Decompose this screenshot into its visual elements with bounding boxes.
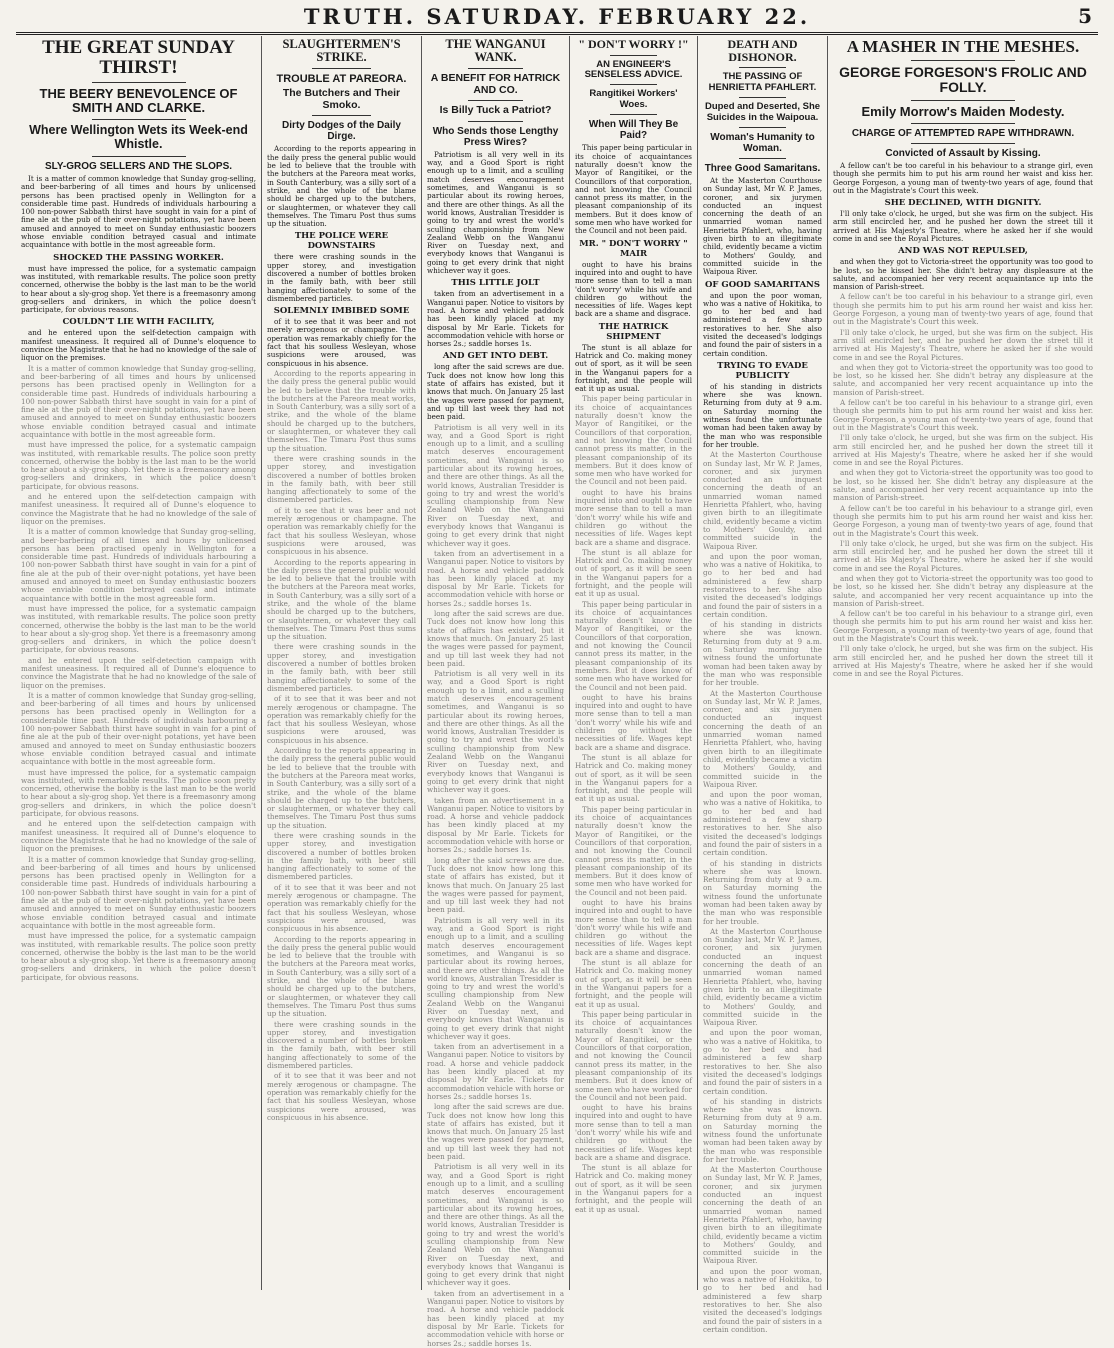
divider <box>468 68 523 69</box>
column-slaughtermens-strike <box>262 36 422 1290</box>
deck: AN ENGINEER'S SENSELESS ADVICE. <box>584 58 683 81</box>
divider <box>312 115 372 116</box>
paragraph: This paper being particular in its choice of acquaintances naturally doesn't know the Mayor of Rangitikei, or the Councillors of that corporation, and not knowing the Council cannot press its matter, in the pleasant companionship of its members. But it does know of some men who have worked for the Council and not been paid. <box>575 143 692 236</box>
paragraph: A fellow can't be too careful in his behaviour to a strange girl, even though she permits him to put his arm round her waist and kiss her. George Forgeson, a young man of twenty-two years of age, found that out in the Magistrate's Court this week. <box>833 160 1093 195</box>
filler-text: It is a matter of common knowledge that Sunday grog-selling, and beer-barbering of all times and hours by unlicensed persons has been practised openly in Wellington for a considerable time past. Hundreds of individuals harbouring a 100 non-power Sabbath thirst have sought in vain for a pint of fine ale at the pub of their over-night potations, yet have been amused and annoyed to meet on Sunday enthusiastic boozers whose enviable condition betrayed casual and intimate acquaintance with bottle in the most agreeable form. <box>21 527 256 603</box>
filler-text: taken from an advertisement in a Wanganui paper. Notice to visitors by road. A horse and vehicle paddock has been kindly placed at my disposal by Mr Earle. Tickets for accommodation vehicle with horse or horses 2s.; saddle horses 1s. <box>427 795 564 855</box>
subhead: THE POLICE WERE DOWNSTAIRS <box>294 231 389 252</box>
filler-text: According to the reports appearing in the daily press the general public would be led to believe that the trouble with the butchers at the Pareora meat works, in South Canterbury, was a silly sort of a strike, and the whole of the blame should be charged up to the butchers, or slaughtermen, or whatever they call themselves. The Timaru Post thus sums up the situation. <box>267 934 416 1019</box>
filler-text: must have impressed the police, for a systematic campaign was instituted, with remarkable results. The police soon pretty concerned, otherwise the bobby is the last man to be the world to hear about a sly-grog shop. Yet there is a freemasonry among grog-sellers and drinkers, in which the police doesn't participate, for obvious reasons. <box>21 603 256 655</box>
divider <box>610 55 657 56</box>
subhead: AND WAS NOT REPULSED, <box>898 246 1028 257</box>
paragraph: I'll only take o'clock, he urged, but she was firm on the subject. His arm still encircled her, and he pushed her down the street till it arrived at His Majesty's Theatre, where he asked her if she would come in and see the Royal Pictures. <box>833 209 1093 243</box>
filler-text: and upon the poor woman, who was a native of Hokitika, to go to her bed and had administered a few sharp restoratives to her. She also visited the deceased's lodgings and found the pair of sisters in a certain condition. <box>703 790 822 858</box>
subhead: SLY-GROG SELLERS AND THE SLOPS. <box>44 160 233 172</box>
filler-text: and when they got to Victoria-street the opportunity was too good to be lost, so he kissed her. She didn't betray any displeasure at the salute, and accompanied her very recent acquaintance up into the mansion of Parish-street. <box>833 362 1093 397</box>
filler-text: long after the said screws are due. Tuck does not know how long this state of affairs has existed, but it knows that much. On January 25 last the wages were passed for payment, and up till last week they had not been paid. <box>427 609 564 668</box>
filler-text: According to the reports appearing in the daily press the general public would be led to believe that the trouble with the butchers at the Pareora meat works, in South Canterbury, was a silly sort of a strike, and the whole of the blame should be charged up to the butchers, or slaughtermen, or whatever they call themselves. The Timaru Post thus sums up the situation. <box>267 557 416 642</box>
divider <box>739 158 787 159</box>
filler-text: It is a matter of common knowledge that Sunday grog-selling, and beer-barbering of all times and hours by unlicensed persons has been practised openly in Wellington for a considerable time past. Hundreds of individuals harbouring a 100 non-power Sabbath thirst have sought in vain for a pint of fine ale at the pub of their over-night potations, yet have been amused and annoyed to meet on Sunday enthusiastic boozers whose enviable condition betrayed casual and intimate acquaintance with bottle in the most agreeable form. <box>21 854 256 930</box>
filler-text: there were crashing sounds in the upper storey, and investigation discovered a number of bottles broken in the family bath, with beer still hanging affectionately to some of the dismembered particles. <box>267 453 416 505</box>
paragraph: there were crashing sounds in the upper storey, and investigation discovered a number of bottles broken in the family bath, with beer still hanging affectionately to some of the dismembered particles. <box>267 252 416 303</box>
subhead: SHOCKED THE PASSING WORKER. <box>53 252 224 263</box>
filler-text: must have impressed the police, for a systematic campaign was instituted, with remarkable results. The police soon pretty concerned, otherwise the bobby is the last man to be the world to hear about a sly-grog shop. Yet there is a freemasonry among grog-sellers and drinkers, in which the police doesn't participate, for obvious reasons. <box>21 931 256 982</box>
paragraph: ought to have his brains inquired into and ought to have more sense than to tell a man 'don't worry' while his wife and children go without the necessities of life. Wages kept back are a shame and disgrace. <box>575 259 692 319</box>
filler-text: taken from an advertisement in a Wanganui paper. Notice to visitors by road. A horse and vehicle paddock has been kindly placed at my disposal by Mr Earle. Tickets for accommodation vehicle with horse or horses 2s.; saddle horses 1s. <box>427 1042 564 1101</box>
paragraph: The stunt is all ablaze for Hatrick and Co. making money out of sport, as it will be seen in the Wanganui papers for a fortnight, and the people will eat it up as usual. <box>575 342 692 394</box>
divider <box>739 67 787 68</box>
paragraph: and he entered upon the self-detection campaign with manifest uneasiness. It required all of Dunne's eloquence to convince the Magistrate that he had no knowledge of the sale of liquor on the premises. <box>21 328 256 363</box>
subhead: OF GOOD SAMARITANS <box>705 279 820 290</box>
filler-text: This paper being particular in its choice of acquaintances naturally doesn't know the Mayor of Rangitikei, or the Councillors of that corporation, and not knowing the Council cannot press its matter, in the pleasant companionship of its members. But it does know of some men who have worked for the Council and not been paid. <box>575 1009 692 1102</box>
column-death-and-dishonor <box>698 36 828 1334</box>
filler-text: According to the reports appearing in the daily press the general public would be led to believe that the trouble with the butchers at the Pareora meat works, in South Canterbury, was a silly sort of a strike, and the whole of the blame should be charged up to the butchers, or slaughtermen, or whatever they call themselves. The Timaru Post thus sums up the situation. <box>267 368 416 453</box>
subdeck: Rangitikei Workers' Woes. <box>589 88 678 110</box>
filler-text: long after the said screws are due. Tuck does not know how long this state of affairs has existed, but it knows that much. On January 25 last the wages were passed for payment, and up till last week they had not been paid. <box>427 855 564 915</box>
column-masher-in-the-meshes <box>828 36 1098 1290</box>
divider <box>92 119 186 120</box>
deck: TROUBLE AT PAREORA. <box>276 73 407 86</box>
filler-text: A fellow can't be too careful in his behaviour to a strange girl, even though she permits him to put his arm round her waist and kiss her. George Forgeson, a young man of twenty-two years of age, found that out in the Magistrate's Court this week. <box>833 398 1093 432</box>
divider <box>739 97 787 98</box>
filler-text: A fellow can't be too careful in his behaviour to a strange girl, even though she permits him to put his arm round her waist and kiss her. George Forgeson, a young man of twenty-two years of age, found that out in the Magistrate's Court this week. <box>833 609 1093 644</box>
filler-text: According to the reports appearing in the daily press the general public would be led to believe that the trouble with the butchers at the Pareora meat works, in South Canterbury, was a silly sort of a strike, and the whole of the blame should be charged up to the butchers, or slaughtermen, or whatever they call themselves. The Timaru Post thus sums up the situation. <box>267 746 416 830</box>
divider <box>911 100 1015 101</box>
subhead: Three Good Samaritans. <box>704 162 821 174</box>
paragraph: It is a matter of common knowledge that Sunday grog-selling, and beer-barbering of all times and hours by unlicensed persons has been practised openly in Wellington for a considerable time past. Hundreds of individuals harbouring a 100 non-power Sabbath thirst have sought in vain for a pint of fine ale at the pub of their over-night potations, yet have been amused and annoyed to meet on Sunday enthusiastic boozers whose enviable condition betrayed casual and intimate acquaintance with bottle in the most agreeable form. <box>21 173 256 250</box>
filler-text: I'll only take o'clock, he urged, but she was firm on the subject. His arm still encircled her, and he pushed her down the street till it arrived at His Majesty's Theatre, where he asked her if she would come in and see the Royal Pictures. <box>833 538 1093 573</box>
divider <box>610 114 657 115</box>
filler-text: At the Masterton Courthouse on Sunday last, Mr W. P. James, coroner, and six jurymen conducted an inquest concerning the death of an unmarried woman named Henrietta Pfahlert, who, having given birth to an illegitimate child, evidently became a victim to Mothers' Gouldy, and committed suicide in the Waipoua River. <box>703 688 822 789</box>
filler-text: The stunt is all ablaze for Hatrick and Co. making money out of sport, as it will be seen in the Wanganui papers for a fortnight, and the people will eat it up as usual. <box>575 958 692 1009</box>
filler-text: ought to have his brains inquired into and ought to have more sense than to tell a man 'don't worry' while his wife and children go without the necessities of life. Wages kept back are a shame and disgrace. <box>575 1103 692 1162</box>
filler-text: of his standing in districts where she was known. Returning from duty at 9 a.m. on Saturday morning the witness found the unfortunate woman had been taken away by the man who was responsible for her trouble. <box>703 620 822 688</box>
filler-text: Patriotism is all very well in its way, and a Good Sport is right enough up to a limit, and a sculling match deserves encouragement sometimes, and Wanganui is so particular about its rowing heroes, and there are other things. As all the world knows, Australian Tresidder is going to try and wrest the world's sculling championship from New Zealand Webb on the Wanganui River on Tuesday next, and everybody knows that Wanganui is going to get every drink that night whichever way it goes. <box>427 915 564 1041</box>
filler-text: At the Masterton Courthouse on Sunday last, Mr W. P. James, coroner, and six jurymen conducted an inquest concerning the death of an unmarried woman named Henrietta Pfahlert, who, having given birth to an illegitimate child, evidently became a victim to Mothers' Gouldy, and committed suicide in the Waipoua River. <box>703 450 822 551</box>
subhead: Woman's Humanity to Woman. <box>710 131 815 154</box>
filler-text: A fellow can't be too careful in his behaviour to a strange girl, even though she permits him to put his arm round her waist and kiss her. George Forgeson, a young man of twenty-two years of age, found that out in the Magistrate's Court this week. <box>833 292 1093 327</box>
filler-text: and he entered upon the self-detection campaign with manifest uneasiness. It required all of Dunne's eloquence to convince the Magistrate that he had no knowledge of the sale of liquor on the premises. <box>21 655 256 690</box>
subhead: THE HATRICK SHIPMENT <box>598 321 669 342</box>
subhead: AND GET INTO DEBT. <box>442 351 549 362</box>
filler-text: long after the said screws are due. Tuck does not know how long this state of affairs has existed, but it knows that much. On January 25 last the wages were passed for payment, and up till last week they had not been paid. <box>427 1102 564 1162</box>
filler-text: of his standing in districts where she was known. Returning from duty at 9 a.m. on Saturday morning the witness found the unfortunate woman had been taken away by the man who was responsible for her trouble. <box>703 1096 822 1164</box>
subhead: THIS LITTLE JOLT <box>451 278 540 289</box>
filler-text: Patriotism is all very well in its way, and a Good Sport is right enough up to a limit, and a sculling match deserves encouragement sometimes, and Wanganui is so particular about its rowing heroes, and there are other things. As all the world knows, Australian Tresidder is going to try and wrest the world's sculling championship from New Zealand Webb on the Wanganui River on Tuesday next, and everybody knows that Wanganui is going to get every drink that night whichever way it goes. <box>427 669 564 795</box>
subhead: SOLEMNLY IMBIBED SOME <box>273 306 410 317</box>
headline: SLAUGHTERMEN'S STRIKE. <box>282 37 401 65</box>
divider <box>739 127 787 128</box>
filler-text: This paper being particular in its choice of acquaintances naturally doesn't know the Mayor of Rangitikei, or the Councillors of that corporation, and not knowing the Council cannot press its matter, in the pleasant companionship of its members. But it does know of some men who have worked for the Council and not been paid. <box>575 804 692 897</box>
paragraph: must have impressed the police, for a systematic campaign was instituted, with remarkable results. The police soon pretty concerned, otherwise the bobby is the last man to be the world to hear about a sly-grog shop. Yet there is a freemasonry among grog-sellers and drinkers, in which the police doesn't participate, for obvious reasons. <box>21 263 256 315</box>
filler-text: Patriotism is all very well in its way, and a Good Sport is right enough up to a limit, and a sculling match deserves encouragement sometimes, and Wanganui is so particular about its rowing heroes, and there are other things. As all the world knows, Australian Tresidder is going to try and wrest the world's sculling championship from New Zealand Webb on the Wanganui River on Tuesday next, and everybody knows that Wanganui is going to get every drink that night whichever way it goes. <box>427 1162 564 1288</box>
subdeck: Duped and Deserted, She Suicides in the Waipoua. <box>704 101 821 123</box>
column-wanganui-wank <box>422 36 570 1348</box>
headline: " DON'T WORRY !" <box>578 37 689 51</box>
filler-text: and when they got to Victoria-street the opportunity was too good to be lost, so he kissed her. She didn't betray any displeasure at the salute, and accompanied her very recent acquaintance up into the mansion of Parish-street. <box>833 573 1093 608</box>
divider <box>468 100 523 101</box>
masthead <box>16 2 1098 35</box>
filler-text: The stunt is all ablaze for Hatrick and Co. making money out of sport, as it will be seen in the Wanganui papers for a fortnight, and the people will eat it up as usual. <box>575 1163 692 1214</box>
filler-text: and upon the poor woman, who was a native of Hokitika, to go to her bed and had administered a few sharp restoratives to her. She also visited the deceased's lodgings and found the pair of sisters in a certain condition. <box>703 1028 822 1096</box>
filler-text: there were crashing sounds in the upper storey, and investigation discovered a number of bottles broken in the family bath, with beer still hanging affectionately to some of the dismembered particles. <box>267 642 416 693</box>
filler-text: A fellow can't be too careful in his behaviour to a strange girl, even though she permits him to put his arm round her waist and kiss her. George Forgeson, a young man of twenty-two years of age, found that out in the Magistrate's Court this week. <box>833 503 1093 538</box>
paragraph: At the Masterton Courthouse on Sunday last, Mr W. P. James, coroner, and six jurymen conducted an inquest concerning the death of an unmarried woman named Henrietta Pfahlert, who, having given birth to an illegitimate child, evidently became a victim to Mothers' Gouldy, and committed suicide in the Waipoua River. <box>703 175 822 277</box>
page-number: 5 <box>1078 4 1092 28</box>
paragraph: taken from an advertisement in a Wanganui paper. Notice to visitors by road. A horse and vehicle paddock has been kindly placed at my disposal by Mr Earle. Tickets for accommodation vehicle with horse or horses 2s.; saddle horses 1s. <box>427 289 564 349</box>
filler-text: and when they got to Victoria-street the opportunity was too good to be lost, so he kissed her. She didn't betray any displeasure at the salute, and accompanied her very recent acquaintance up into the mansion of Parish-street. <box>833 468 1093 503</box>
filler-text: At the Masterton Courthouse on Sunday last, Mr W. P. James, coroner, and six jurymen conducted an inquest concerning the death of an unmarried woman named Henrietta Pfahlert, who, having given birth to an illegitimate child, evidently became a victim to Mothers' Gouldy, and committed suicide in the Waipoua River. <box>703 926 822 1028</box>
divider <box>911 143 1015 144</box>
subhead: COULDN'T LIE WITH FACILITY, <box>62 317 215 328</box>
subhead: TRYING TO EVADE PUBLICITY <box>717 360 808 381</box>
filler-text: taken from an advertisement in a Wanganui paper. Notice to visitors by road. A horse and vehicle paddock has been kindly placed at my disposal by Mr Earle. Tickets for accommodation vehicle with horse or horses 2s.; saddle horses 1s. <box>427 1288 564 1348</box>
subdeck: The Butchers and Their Smoko. <box>282 87 401 111</box>
divider <box>911 123 1015 124</box>
filler-text: of it to see that it was beer and not merely ærogenous or champagne. The operation was remarkably chiefly for the fact that his soulless Wesleyan, whose suspicions were aroused, was conspicuous in his absence. <box>267 694 416 745</box>
filler-text: must have impressed the police, for a systematic campaign was instituted, with remarkable results. The police soon pretty concerned, otherwise the bobby is the last man to be the world to hear about a sly-grog shop. Yet there is a freemasonry among grog-sellers and drinkers, in which the police doesn't participate, for obvious reasons. <box>21 440 256 491</box>
subdeck: Is Billy Tuck a Patriot? <box>439 104 552 117</box>
filler-text: This paper being particular in its choice of acquaintances naturally doesn't know the Mayor of Rangitikei, or the Councillors of that corporation, and not knowing the Council cannot press its matter, in the pleasant companionship of its members. But it does know of some men who have worked for the Council and not been paid. <box>575 394 692 487</box>
filler-text: and he entered upon the self-detection campaign with manifest uneasiness. It required all of Dunne's eloquence to convince the Magistrate that he had no knowledge of the sale of liquor on the premises. <box>21 492 256 526</box>
filler-text: must have impressed the police, for a systematic campaign was instituted, with remarkable results. The police soon pretty concerned, otherwise the bobby is the last man to be the world to hear about a sly-grog shop. Yet there is a freemasonry among grog-sellers and drinkers, in which the police doesn't participate, for obvious reasons. <box>21 767 256 819</box>
divider <box>92 82 186 83</box>
filler-text: ought to have his brains inquired into and ought to have more sense than to tell a man 'don't worry' while his wife and children go without the necessities of life. Wages kept back are a shame and disgrace. <box>575 897 692 957</box>
filler-text: and he entered upon the self-detection campaign with manifest uneasiness. It required all of Dunne's eloquence to convince the Magistrate that he had no knowledge of the sale of liquor on the premises. <box>21 819 256 854</box>
filler-text: there were crashing sounds in the upper storey, and investigation discovered a number of bottles broken in the family bath, with beer still hanging affectionately to some of the dismembered particles. <box>267 1019 416 1071</box>
subhead: Convicted of Assault by Kissing. <box>885 147 1041 159</box>
divider <box>92 156 186 157</box>
headline: DEATH AND DISHONOR. <box>727 37 798 64</box>
divider <box>468 121 523 122</box>
filler-text: ought to have his brains inquired into and ought to have more sense than to tell a man 'don't worry' while his wife and children go without the necessities of life. Wages kept back are a shame and disgrace. <box>575 487 692 547</box>
subhead: When Will They Be Paid? <box>588 119 679 142</box>
divider <box>312 68 372 69</box>
paragraph: Patriotism is all very well in its way, and a Good Sport is right enough up to a limit, and a sculling match deserves encouragement sometimes, and Wanganui is so particular about its rowing heroes, and there are other things. As all the world knows, Australian Tresidder is going to try and wrest the world's sculling championship from New Zealand Webb on the Wanganui River on Tuesday next, and everybody knows that Wanganui is going to get every drink that night whichever way it goes. <box>427 149 564 276</box>
subhead: Who Sends those Lengthy Press Wires? <box>432 125 559 148</box>
filler-text: and upon the poor woman, who was a native of Hokitika, to go to her bed and had administered a few sharp restoratives to her. She also visited the deceased's lodgings and found the pair of sisters in a certain condition. <box>703 1266 822 1334</box>
filler-text: It is a matter of common knowledge that Sunday grog-selling, and beer-barbering of all times and hours by unlicensed persons has been practised openly in Wellington for a considerable time past. Hundreds of individuals harbouring a 100 non-power Sabbath thirst have sought in vain for a pint of fine ale at the pub of their over-night potations, yet have been amused and annoyed to meet on Sunday enthusiastic boozers whose enviable condition betrayed casual and intimate acquaintance with bottle in the most agreeable form. <box>21 363 256 439</box>
filler-text: At the Masterton Courthouse on Sunday last, Mr W. P. James, coroner, and six jurymen conducted an inquest concerning the death of an unmarried woman named Henrietta Pfahlert, who, having given birth to an illegitimate child, evidently became a victim to Mothers' Gouldy, and committed suicide in the Waipoua River. <box>703 1165 822 1266</box>
subhead: SHE DECLINED, WITH DIGNITY. <box>884 198 1042 209</box>
headline: THE GREAT SUNDAY THIRST! <box>42 37 235 78</box>
filler-text: of his standing in districts where she was known. Returning from duty at 9 a.m. on Saturday morning the witness found the unfortunate woman had been taken away by the man who was responsible for her trouble. <box>703 858 822 926</box>
deck: GEORGE FORGESON'S FROLIC AND FOLLY. <box>839 63 1087 96</box>
masthead-title: TRUTH. SATURDAY. FEBRUARY 22. <box>303 4 811 29</box>
deck: A BENEFIT FOR HATRICK AND CO. <box>430 72 561 96</box>
paragraph: of his standing in districts where she was known. Returning from duty at 9 a.m. on Saturday morning the witness found the unfortunate woman had been taken away by the man who was responsible for her trouble. <box>703 381 822 449</box>
paragraph: and when they got to Victoria-street the opportunity was too good to be lost, so he kissed her. She didn't betray any displeasure at the salute, and accompanied her very recent acquaintance up into the mansion of Parish-street. <box>833 257 1093 292</box>
headline: THE WANGANUI WANK. <box>445 37 546 65</box>
paragraph: and upon the poor woman, who was a native of Hokitika, to go to her bed and had administered a few sharp restoratives to her. She also visited the deceased's lodgings and found the pair of sisters in a certain condition. <box>703 290 822 358</box>
filler-text: I'll only take o'clock, he urged, but she was firm on the subject. His arm still encircled her, and he pushed her down the street till it arrived at His Majesty's Theatre, where he asked her if she would come in and see the Royal Pictures. <box>833 644 1093 679</box>
filler-text: of it to see that it was beer and not merely ærogenous or champagne. The operation was remarkably chiefly for the fact that his soulless Wesleyan, whose suspicions were aroused, was conspicuous in his absence. <box>267 1071 416 1122</box>
filler-text: and upon the poor woman, who was a native of Hokitika, to go to her bed and had administered a few sharp restoratives to her. She also visited the deceased's lodgings and found the pair of sisters in a certain condition. <box>703 551 822 619</box>
subdeck: Emily Morrow's Maiden Modesty. <box>861 103 1065 119</box>
filler-text: of it to see that it was beer and not merely ærogenous or champagne. The operation was remarkably chiefly for the fact that his soulless Wesleyan, whose suspicions were aroused, was conspicuous in his absence. <box>267 882 416 934</box>
filler-text: The stunt is all ablaze for Hatrick and Co. making money out of sport, as it will be seen in the Wanganui papers for a fortnight, and the people will eat it up as usual. <box>575 547 692 599</box>
filler-text: I'll only take o'clock, he urged, but she was firm on the subject. His arm still encircled her, and he pushed her down the street till it arrived at His Majesty's Theatre, where he asked her if she would come in and see the Royal Pictures. <box>833 327 1093 362</box>
subhead: MR. " DON'T WORRY " MAIR <box>579 238 688 259</box>
column-great-sunday-thirst <box>16 36 262 1290</box>
subhead: CHARGE OF ATTEMPTED RAPE WITHDRAWN. <box>851 127 1075 139</box>
subdeck: Where Wellington Wets its Week-end Whistle. <box>29 123 248 152</box>
filler-text: Patriotism is all very well in its way, and a Good Sport is right enough up to a limit, and a sculling match deserves encouragement sometimes, and Wanganui is so particular about its rowing heroes, and there are other things. As all the world knows, Australian Tresidder is going to try and wrest the world's sculling championship from New Zealand Webb on the Wanganui River on Tuesday next, and everybody knows that Wanganui is going to get every drink that night whichever way it goes. <box>427 422 564 548</box>
paragraph: long after the said screws are due. Tuck does not know how long this state of affairs has existed, but it knows that much. On January 25 last the wages were passed for payment, and up till last week they had not been paid. <box>427 362 564 422</box>
filler-text: I'll only take o'clock, he urged, but she was firm on the subject. His arm still encircled her, and he pushed her down the street till it arrived at His Majesty's Theatre, where he asked her if she would come in and see the Royal Pictures. <box>833 433 1093 468</box>
paragraph: of it to see that it was beer and not merely ærogenous or champagne. The operation was remarkably chiefly for the fact that his soulless Wesleyan, whose suspicions were aroused, was conspicuous in his absence. <box>267 317 416 368</box>
filler-text: The stunt is all ablaze for Hatrick and Co. making money out of sport, as it will be seen in the Wanganui papers for a fortnight, and the people will eat it up as usual. <box>575 752 692 804</box>
divider <box>911 60 1015 61</box>
headline: A MASHER IN THE MESHES. <box>846 37 1080 56</box>
filler-text: taken from an advertisement in a Wanganui paper. Notice to visitors by road. A horse and vehicle paddock has been kindly placed at my disposal by Mr Earle. Tickets for accommodation vehicle with horse or horses 2s.; saddle horses 1s. <box>427 548 564 608</box>
deck: THE BEERY BENEVOLENCE OF SMITH AND CLARKE. <box>39 85 238 116</box>
filler-text: It is a matter of common knowledge that Sunday grog-selling, and beer-barbering of all times and hours by unlicensed persons has been practised openly in Wellington for a considerable time past. Hundreds of individuals harbouring a 100 non-power Sabbath thirst have sought in vain for a pint of fine ale at the pub of their over-night potations, yet have been amused and annoyed to meet on Sunday enthusiastic boozers whose enviable condition betrayed casual and intimate acquaintance with bottle in the most agreeable form. <box>21 690 256 767</box>
filler-text: of it to see that it was beer and not merely ærogenous or champagne. The operation was remarkably chiefly for the fact that his soulless Wesleyan, whose suspicions were aroused, was conspicuous in his absence. <box>267 505 416 557</box>
filler-text: This paper being particular in its choice of acquaintances naturally doesn't know the Mayor of Rangitikei, or the Councillors of that corporation, and not knowing the Council cannot press its matter, in the pleasant companionship of its members. But it does know of some men who have worked for the Council and not been paid. <box>575 599 692 692</box>
filler-text: there were crashing sounds in the upper storey, and investigation discovered a number of bottles broken in the family bath, with beer still hanging affectionately to some of the dismembered particles. <box>267 831 416 882</box>
deck: THE PASSING OF HENRIETTA PFAHLERT. <box>708 71 817 93</box>
divider <box>610 84 657 85</box>
paragraph: According to the reports appearing in the daily press the general public would be led to believe that the trouble with the butchers at the Pareora meat works, in South Canterbury, was a silly sort of a strike, and the whole of the blame should be charged up to the butchers, or slaughtermen, or whatever they call themselves. The Timaru Post thus sums up the situation. <box>267 144 416 229</box>
filler-text: ought to have his brains inquired into and ought to have more sense than to tell a man 'don't worry' while his wife and children go without the necessities of life. Wages kept back are a shame and disgrace. <box>575 692 692 752</box>
subhead: Dirty Dodges of the Daily Dirge. <box>282 120 401 143</box>
column-dont-worry <box>570 36 698 1290</box>
